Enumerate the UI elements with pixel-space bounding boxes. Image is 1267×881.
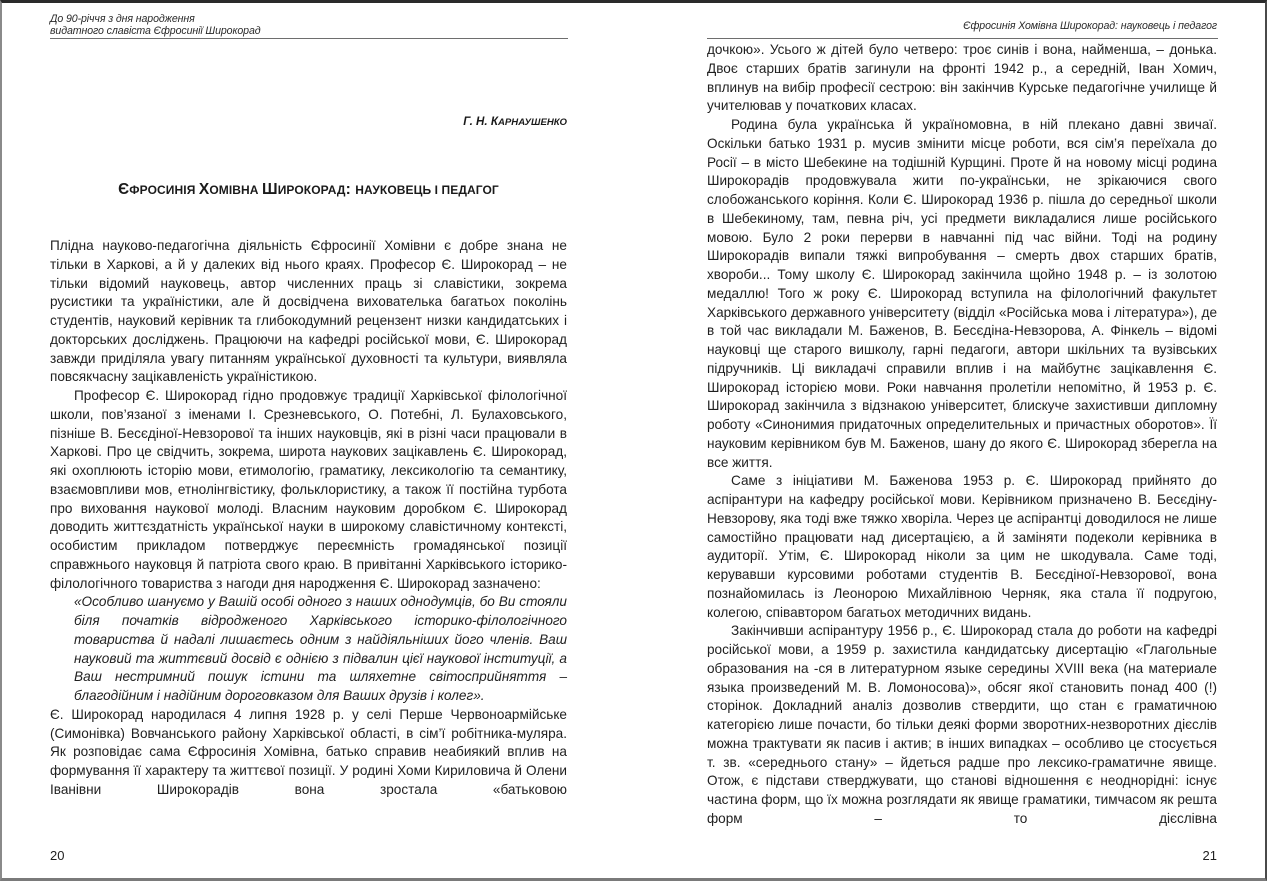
running-head-left [50,13,567,37]
running-head-right: Єфросинія Хомівна Широкорад: науковець і педагог [963,20,1217,32]
paragraph: дочкою». Усього ж дітей було четверо: троє синів і вона, найменша, – донька. Двоє старших братів загинули на фронті 1942 р., а середній, Іван Хомич, вплинув на вибір професії сестрою: він закінчив Курське педагогічне училище й учителював у початкових класах. [707,42,1217,114]
page-number: 20 [50,848,65,863]
author-surname-smallcaps: АРНАУШЕНКО [497,117,567,128]
block-quote: «Особливо шануємо у Вашій особі одного з наших однодумців, бо Ви стояли біля початків відродженого Харківського історико-філологічного товариства й надалі лишаєтесь одним з найдіяльніших його членів. Ваш науковий та життєвий досвід є однією з підвалин цієї наукової інституції, а Ваш нестримний пошук істини та шляхетне світосприйняття – благодійним і надійним дороговказом для Ваших друзів і колег». [74,594,567,703]
title-colon: : [345,181,356,198]
left-page-body [50,237,567,800]
paragraph: Родина була українська й україномовна, в ній плекано давні звичаї. Оскільки батько 1931 р. мусив змінити місце роботи, вся сім’я переїхала до Росії – в місто Шебекине на тодішній Курщині. Проте й на новому місці родина Широкорадів продовжувала жити по-українськи, не зрікаючися свого слобожанського коріння. Коли Є. Широкорад 1936 р. пішла до середньої школи в Шебекиному, там, певна річ, усі предмети викладалися лише російського мовою. Було 2 роки перерви в навчанні під час війни. Тоді на родину Широкорадів випали тяжкі випробування – смерть двох старших братів, хвороби... Тому школу Є. Широкорад закінчила щойно 1948 р. – із золотою медаллю! Того ж року Є. Широкорад вступила на філологічний факультет Харківського державного університету (відділ «Російська мова і література»), де в той час викладали М. Баженов, В. Бесєдіна-Невзорова, А. Фінкель – відомі науковці ще старого вишколу, гарні педагоги, автори шкільних та вузівських підручників. Ці викладачі справили вплив і на майбутнє зацікавлення Є. Широкорад історією мови. Роки навчання пролетіли непомітно, й 1953 р. Є. Широкорад закінчила з відзнакою університет, блискуче захистивши дипломну роботу «Синонимия придаточных определительных и причастных оборотов». Її науковим керівником був М. Баженов, шану до якого Є. Широкорад зберегла на все життя. [707,117,1217,470]
paragraph: Є. Широкорад народилася 4 липня 1928 р. у селі Перше Червоноармійське (Симонівка) Вовчанського району Харківської області, в сім’ї робітника-муляра. Як розповідає сама Єфросинія Хомівна, батько справив неабиякий вплив на формування її характеру та життєвої позиції. У родині Хоми Кириловича й Олени Іванівни Широкорадів вона зростала «батьковою [50,706,567,797]
right-page-body [707,41,1217,829]
paragraph: Професор Є. Широкорад гідно продовжує традиції Харківської філологічної школи, пов’язаної з іменами І. Срезневського, О. Потебні, Л. Булаховського, пізніше В. Бесєдіної-Невзорової та інших науковців, які в різні часи працювали в Харкові. Про це свідчить, зокрема, широта наукових зацікавлень Є. Широкорад, які охоплюють історію мови, етимологію, граматику, лексикологію та семантику, взаємовпливи мов, етнолінгвістику, фольклористику, а також її постійна турбота про виховання наукової молоді. Власним науковим доробком Є. Широкорад доводить життєздатність української науки в широкому славістичному контексті, особистим прикладом потверджує переємність громадянської позиції справжнього науковця й патріота свого краю. В привітанні Харківського історико-філологічного товариства з нагоди дня народження Є. Широкорад зазначено: [50,388,567,591]
title-cap: Є [118,181,130,198]
left-page [4,3,634,881]
title-cap: Ш [262,181,278,198]
paragraph: Закінчивши аспірантуру 1956 р., Є. Широкорад стала до роботи на кафедрі російської мови, а 1959 р. захистила кандидатську дисертацію «Глагольные образования на -ся в литературном языке середины XVIII века (на материале языка произведений М. В. Ломоносова)», обсяг якої становить понад 400 (!) сторінок. Докладний аналіз дозволив ствердити, що стан є граматичною категорією лише почасти, бо тільки деякі форми зворотних-незворотних дієслів можна трактувати як пасив і актив; в інших випадках – особливо це стосується т. зв. «середнього стану» – йдеться радше про лексико-граматичне явище. Отож, є підстави стверджувати, що станові відношення є неоднорідні: існує частина форм, що їх можна розглядати як явище граматики, тимчасом як решта форм – то дієслівна [707,623,1217,826]
title-smallcaps: НАУКОВЕЦЬ І ПЕДАГОГ [355,183,499,197]
title-cap: Х [198,181,210,198]
author-name [50,115,567,128]
paragraph: Саме з ініціативи М. Баженова 1953 р. Є. Широкорад прийнято до аспірантури на кафедру російської мови. Керівником призначено В. Бесєдіну-Невзорову, яка тоді вже тяжко хворіла. Через це аспірантці доводилося не лише самостійно працювати над дисертацією, а й заміняти подеколи керівника в аудиторії. Утім, Є. Широкорад ніколи за цим не шкодувала. Саме тоді, керувавши курсовими роботами студентів В. Бесєдіної-Невзорової, вона познайомилась із Леонорою Михайлівною Черняк, яка стала її подругою, колегою, співавтором багатьох методичних видань. [707,473,1217,620]
header-rule [50,38,568,39]
title-smallcaps: ФРОСИНІЯ [129,183,199,197]
page-number: 21 [1202,848,1217,863]
title-smallcaps: ОМІВНА [209,183,263,197]
running-head-line-2: видатного славіста Єфросинії Широкорад [50,25,261,37]
right-page [635,3,1267,881]
author-initials: Г. Н. К [463,115,498,128]
title-smallcaps: ИРОКОРАД [277,183,346,197]
running-head-line-1: До 90-річчя з дня народження [50,13,195,25]
paragraph: Плідна науково-педагогічна діяльність Єфросинії Хомівни є добре знана не тільки в Харкові, а й у далеких від нього краях. Професор Є. Широкорад – не тільки відомий науковець, автор численних праць зі славістики, зокрема русистики та україністики, але й досвідчена вихователька багатьох поколінь студентів, науковий керівник та глибокодумний рецензент низки кандидатських і докторських досліджень. Працюючи на кафедрі російської мови, Є. Широкорад завжди приділяла увагу питанням української духовності та культури, виявляла повсякчасну зацікавленість україністикою. [50,238,567,385]
article-title [50,181,567,199]
header-rule [707,38,1218,39]
